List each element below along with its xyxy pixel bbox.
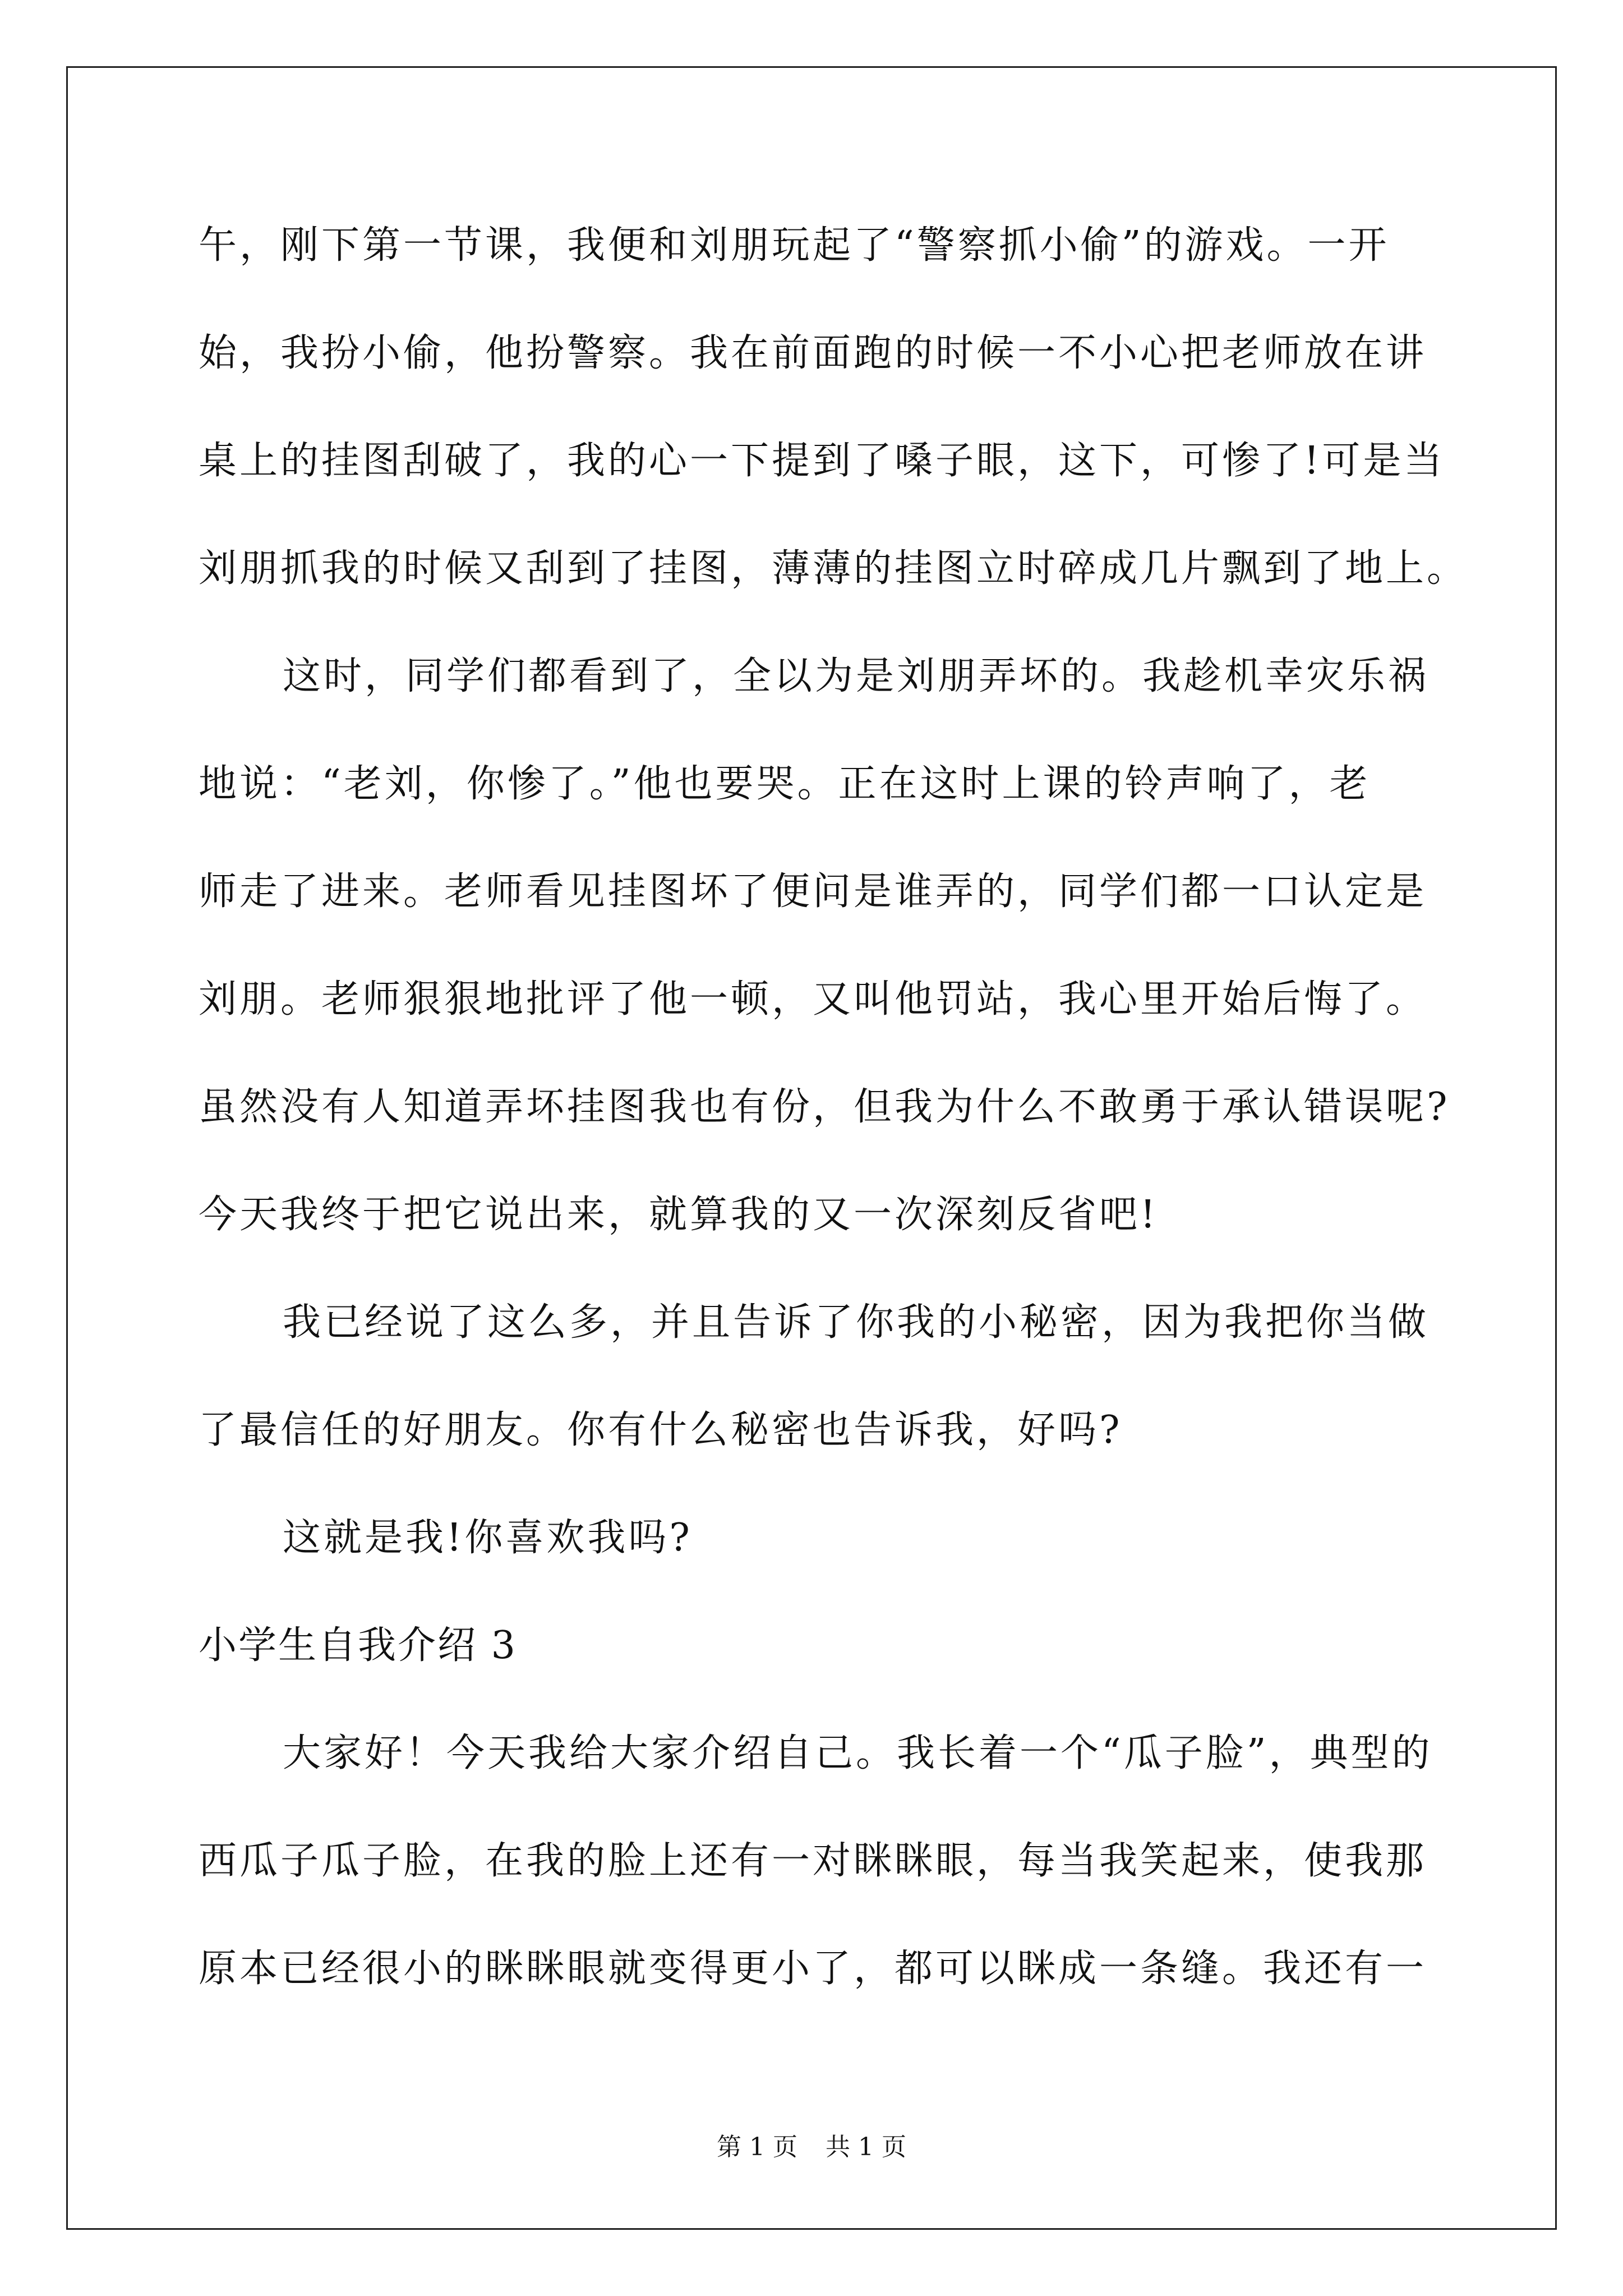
text-line: 了最信任的好朋友。你有什么秘密也告诉我，好吗?: [199, 1408, 1123, 1452]
paragraph-start-line: 这就是我!你喜欢我吗?: [283, 1516, 693, 1560]
text-line: 午，刚下第一节课，我便和刘朋玩起了“警察抓小偷”的游戏。一开: [199, 223, 1390, 268]
text-line: 刘朋抓我的时候又刮到了挂图，薄薄的挂图立时碎成几片飘到了地上。: [199, 546, 1468, 591]
paragraph-start-line: 我已经说了这么多，并且告诉了你我的小秘密，因为我把你当做: [283, 1300, 1430, 1345]
text-line: 桌上的挂图刮破了，我的心一下提到了嗓子眼，这下，可惨了!可是当: [199, 439, 1445, 483]
paragraph-start-line: 这时，同学们都看到了，全以为是刘朋弄坏的。我趁机幸灾乐祸: [283, 654, 1430, 698]
section-heading: 小学生自我介绍 3: [199, 1623, 517, 1668]
text-line: 刘朋。老师狠狠地批评了他一顿，又叫他罚站，我心里开始后悔了。: [199, 977, 1427, 1022]
text-line: 原本已经很小的眯眯眼就变得更小了，都可以眯成一条缝。我还有一: [199, 1947, 1427, 1991]
page-number: 第 1 页: [717, 2133, 797, 2161]
text-line: 始，我扮小偷，他扮警察。我在前面跑的时候一不小心把老师放在讲: [199, 331, 1427, 375]
text-line: 今天我终于把它说出来，就算我的又一次深刻反省吧!: [199, 1193, 1159, 1237]
text-line: 西瓜子瓜子脸，在我的脸上还有一对眯眯眼，每当我笑起来，使我那: [199, 1839, 1427, 1883]
document-body: [199, 219, 1468, 2050]
text-line: 虽然没有人知道弄坏挂图我也有份，但我为什么不敢勇于承认错误呢?: [199, 1085, 1450, 1129]
text-line: 师走了进来。老师看见挂图坏了便问是谁弄的，同学们都一口认定是: [199, 869, 1427, 914]
total-pages: 共 1 页: [826, 2133, 906, 2161]
page-footer: [0, 2132, 1623, 2163]
text-line: 地说：“老刘，你惨了。”他也要哭。正在这时上课的铃声响了，老: [199, 762, 1371, 806]
paragraph-start-line: 大家好！今天我给大家介绍自己。我长着一个“瓜子脸”，典型的: [283, 1731, 1433, 1775]
